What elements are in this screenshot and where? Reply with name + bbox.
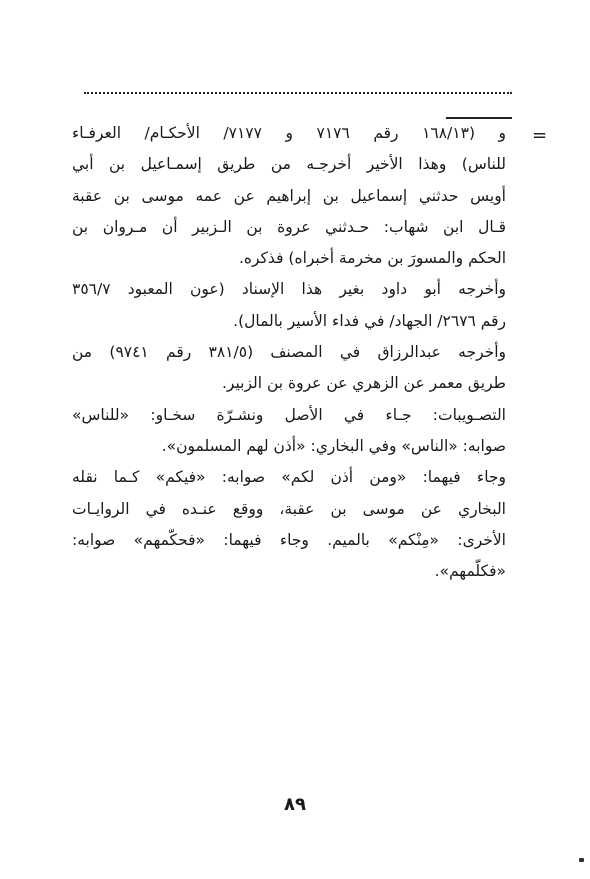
text-line: البخاري عن موسى بن عقبة، ووقع عنـده في الروايـات [72,499,506,518]
text-line: للناس) وهذا الأخير أخرجـه من طريق إسمـاعيل بن أبي [72,155,506,174]
text-line: وأخرجه أبو داود بغير هذا الإسناد (عون المعبود ٣٥٦/٧ [72,280,506,299]
text-line: رقم ٢٦٧٦/ الجهاد/ في فداء الأسير بالمال). [233,311,506,330]
footnote-text [72,118,506,587]
text-line: طريق معمر عن الزهري عن عروة بن الزبير. [221,374,506,393]
text-line: «فكلّمهم». [434,562,506,581]
page-number: ٨٩ [284,794,306,815]
text-line: الحكم والمسورَ بن مخرمة أخبراه) فذكره. [238,249,506,268]
text-line: وأخرجه عبدالرزاق في المصنف (٣٨١/٥ رقم ٩٧٤١) من [72,343,506,362]
scan-speck [579,858,584,862]
dotted-separator [84,92,512,94]
text-line: أويس حدثني إسماعيل بن إبراهيم عن عمه موسى بن عقبة [72,186,506,205]
text-line: الأخرى: «مِنْكم» بالميم. وجاء فيهما: «فحكّمهم» صوابه: [72,530,506,549]
continuation-mark: = [532,125,548,146]
text-line: التصـويبات: جـاء في الأصل ونشـرّة سخـاو: «للناس» [72,405,506,424]
text-line: و (١٦٨/١٣ رقم ٧١٧٦ و ٧١٧٧/ الأحكـام/ العرفـاء [72,124,506,142]
text-line: قـال ابن شهاب: حـدثني عروة بن الـزبير أن مـروان بن [72,217,506,236]
text-line: صوابه: «الناس» وفي البخاري: «أذن لهم المسلمون». [161,436,506,455]
text-line: وجاء فيهما: «ومن أذن لكم» صوابه: «فيكم» كـما نقله [72,468,506,487]
